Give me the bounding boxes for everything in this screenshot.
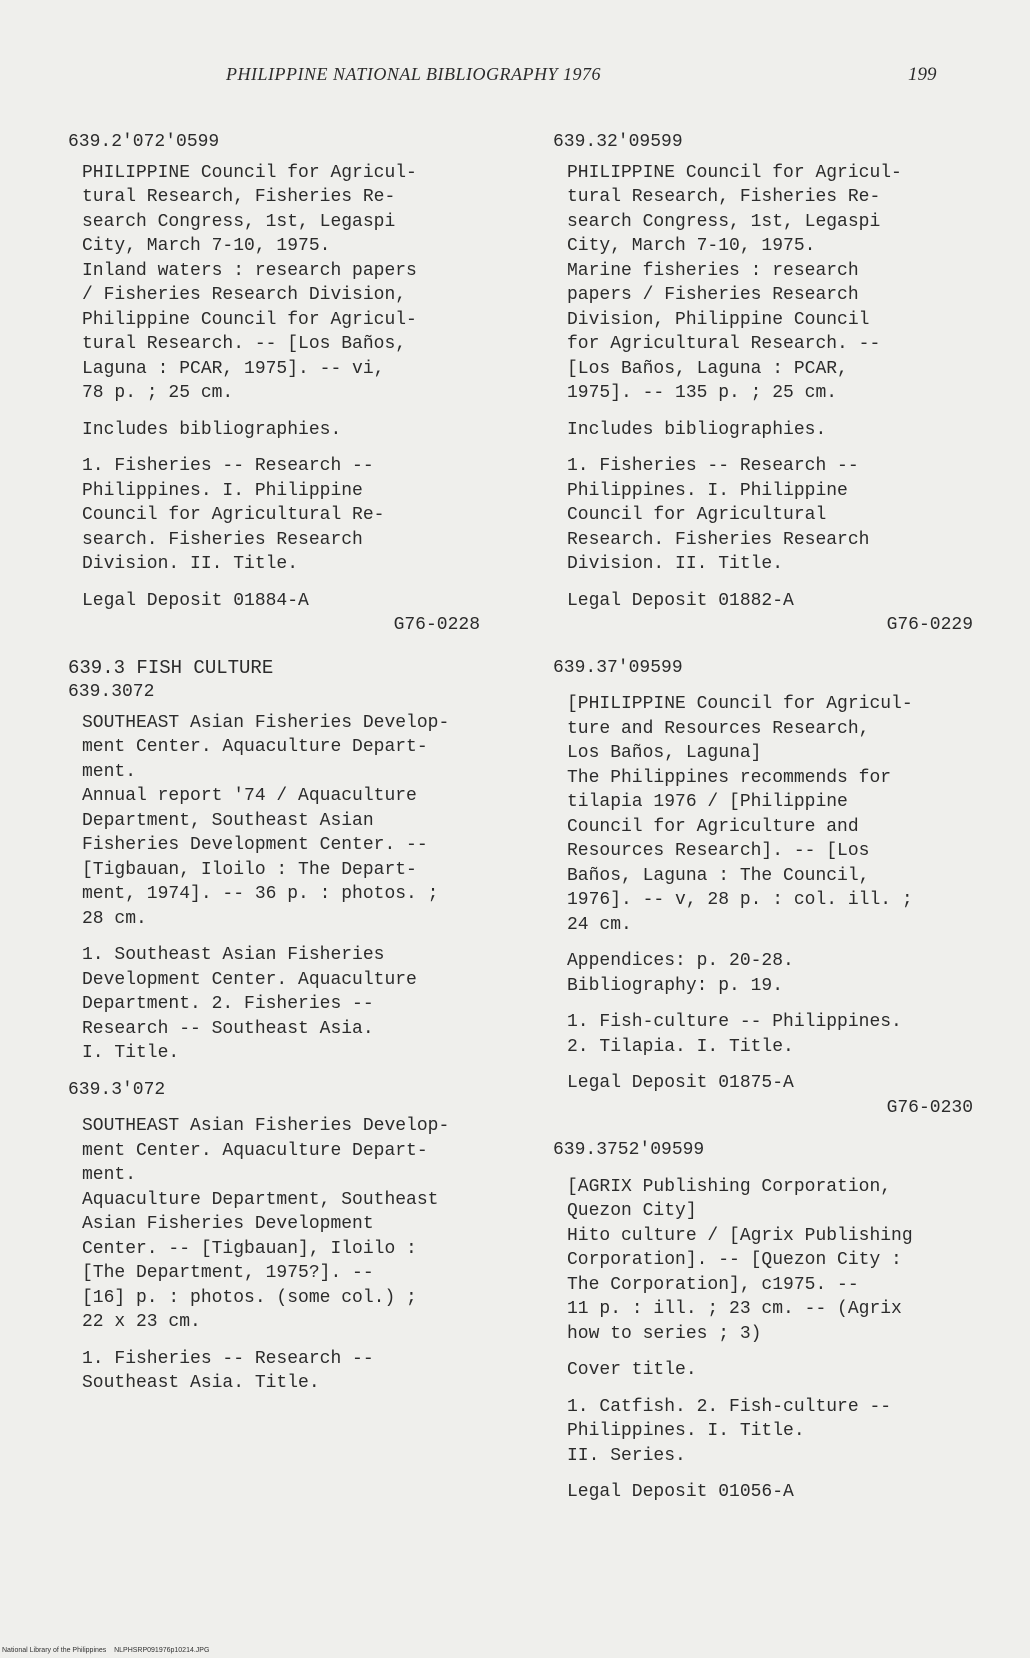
- entry-line: Department, Southeast Asian: [82, 810, 374, 831]
- subject-line: Development Center. Aquaculture: [82, 969, 417, 990]
- entry-note: Appendices: p. 20-28.: [567, 951, 794, 971]
- control-number: G76-0230: [886, 1097, 973, 1118]
- subject-line: Research -- Southeast Asia.: [82, 1018, 374, 1039]
- class-number: 639.3'072: [68, 1079, 166, 1100]
- entry-line: Resources Research]. -- [Los: [567, 841, 870, 861]
- entry-line: Marine fisheries : research: [567, 260, 859, 281]
- entry-639-3072: [68, 680, 488, 1066]
- entry-line: 28 cm.: [82, 908, 147, 929]
- control-number: G76-0229: [886, 615, 973, 635]
- subject-line: Philippines. I. Philippine: [567, 480, 848, 501]
- subject-line: Division. II. Title.: [82, 554, 299, 574]
- entry-line: Quezon City]: [567, 1201, 697, 1221]
- entry-line: 1975]. -- 135 p. ; 25 cm.: [567, 383, 838, 403]
- legal-deposit: Legal Deposit 01056-A: [567, 1482, 794, 1502]
- subject-line: 1. Southeast Asian Fisheries: [82, 945, 385, 965]
- legal-deposit: Legal Deposit 01882-A: [567, 590, 794, 611]
- entry-line: Laguna : PCAR, 1975]. -- vi,: [82, 358, 385, 379]
- entry-line: [The Department, 1975?]. --: [82, 1263, 374, 1283]
- section-heading: 639.3 FISH CULTURE: [68, 656, 274, 679]
- entry-line: [Tigbauan, Iloilo : The Depart-: [82, 859, 417, 880]
- entry-line: SOUTHEAST Asian Fisheries Develop-: [82, 1116, 450, 1136]
- entry-line: Annual report '74 / Aquaculture: [82, 786, 417, 806]
- class-number: 639.37'09599: [553, 657, 683, 678]
- subject-line: 1. Fisheries -- Research --: [82, 456, 374, 476]
- class-number: 639.2'072'0599: [68, 132, 220, 152]
- entry-line: PHILIPPINE Council for Agricul-: [82, 162, 417, 183]
- right-column: [553, 130, 973, 1505]
- subject-line: Research. Fisheries Research: [567, 529, 870, 550]
- entry-line: tural Research, Fisheries Re-: [82, 187, 396, 207]
- entry-line: Asian Fisheries Development: [82, 1214, 374, 1234]
- subject-line: Department. 2. Fisheries --: [82, 994, 374, 1014]
- subject-line: I. Title.: [82, 1043, 180, 1063]
- entry-line: tural Research, Fisheries Re-: [567, 187, 881, 207]
- entry-line: Center. -- [Tigbauan], Iloilo :: [82, 1238, 417, 1259]
- subject-line: Philippines. I. Title.: [567, 1421, 805, 1441]
- entry-line: tilapia 1976 / [Philippine: [567, 792, 848, 812]
- entry-line: [AGRIX Publishing Corporation,: [567, 1176, 892, 1197]
- entry-line: Division, Philippine Council: [567, 309, 870, 330]
- entry-note: Includes bibliographies.: [82, 419, 342, 440]
- footer-file-id: NLPHSRP091976p10214.JPG: [114, 1647, 210, 1654]
- entry-line: [16] p. : photos. (some col.) ;: [82, 1287, 417, 1308]
- entry-line: The Philippines recommends for: [567, 767, 892, 788]
- entry-line: papers / Fisheries Research: [567, 285, 859, 305]
- entry-line: how to series ; 3): [567, 1323, 762, 1344]
- scan-footer: [2, 1647, 209, 1654]
- entry-line: ment Center. Aquaculture Depart-: [82, 1140, 428, 1161]
- entry-line: search Congress, 1st, Legaspi: [82, 211, 396, 232]
- class-number: 639.32'09599: [553, 132, 683, 152]
- entry-line: Philippine Council for Agricul-: [82, 309, 417, 330]
- entry-639-37-09599: [553, 656, 973, 1121]
- entry-639-3752-09599: [553, 1138, 973, 1505]
- class-number: 639.3072: [68, 682, 155, 702]
- class-number: 639.3752'09599: [553, 1140, 705, 1160]
- entry-line: tural Research. -- [Los Baños,: [82, 334, 407, 354]
- legal-deposit: Legal Deposit 01875-A: [567, 1073, 794, 1093]
- subject-line: Philippines. I. Philippine: [82, 480, 363, 501]
- legal-deposit: Legal Deposit 01884-A: [82, 590, 309, 611]
- entry-line: Council for Agriculture and: [567, 816, 859, 837]
- entry-line: 22 x 23 cm.: [82, 1312, 201, 1332]
- entry-line: 1976]. -- v, 28 p. : col. ill. ;: [567, 890, 913, 910]
- entry-line: Fisheries Development Center. --: [82, 835, 428, 855]
- entry-639-3-072: [68, 1078, 488, 1396]
- entry-line: Inland waters : research papers: [82, 260, 417, 281]
- entry-line: / Fisheries Research Division,: [82, 285, 407, 305]
- entry-line: 24 cm.: [567, 914, 632, 935]
- entry-line: ment Center. Aquaculture Depart-: [82, 737, 428, 757]
- entry-line: ment.: [82, 1165, 137, 1185]
- entry-639-32-09599: [553, 130, 973, 638]
- subject-line: 1. Fisheries -- Research --: [82, 1348, 374, 1369]
- subject-line: II. Series.: [567, 1445, 686, 1466]
- entry-line: Aquaculture Department, Southeast: [82, 1189, 439, 1210]
- subject-line: Southeast Asia. Title.: [82, 1373, 320, 1393]
- entry-line: ment.: [82, 761, 137, 782]
- entry-line: Hito culture / [Agrix Publishing: [567, 1225, 913, 1246]
- subject-line: search. Fisheries Research: [82, 529, 363, 550]
- running-title: PHILIPPINE NATIONAL BIBLIOGRAPHY 1976: [226, 64, 601, 84]
- subject-line: 2. Tilapia. I. Title.: [567, 1036, 794, 1057]
- subject-line: 1. Fisheries -- Research --: [567, 456, 859, 476]
- entry-line: Baños, Laguna : The Council,: [567, 865, 870, 886]
- subject-line: Council for Agricultural: [567, 505, 827, 525]
- entry-639-2-072-0599: [68, 130, 488, 638]
- entry-line: [Los Baños, Laguna : PCAR,: [567, 358, 848, 379]
- entry-line: [PHILIPPINE Council for Agricul-: [567, 694, 913, 714]
- subject-line: Division. II. Title.: [567, 554, 784, 574]
- entry-line: Los Baños, Laguna]: [567, 743, 762, 763]
- entry-line: SOUTHEAST Asian Fisheries Develop-: [82, 712, 450, 733]
- subject-line: 1. Catfish. 2. Fish-culture --: [567, 1396, 892, 1417]
- entry-line: ture and Resources Research,: [567, 718, 870, 739]
- entry-line: for Agricultural Research. --: [567, 334, 881, 354]
- entry-line: search Congress, 1st, Legaspi: [567, 211, 881, 232]
- control-number: G76-0228: [393, 615, 480, 635]
- entry-line: 11 p. : ill. ; 23 cm. -- (Agrix: [567, 1299, 902, 1319]
- entry-line: City, March 7-10, 1975.: [82, 236, 331, 256]
- entry-line: ment, 1974]. -- 36 p. : photos. ;: [82, 884, 439, 904]
- left-column: [68, 130, 488, 1396]
- subject-line: Council for Agricultural Re-: [82, 505, 385, 525]
- page-number: 199: [908, 64, 937, 85]
- entry-note: Bibliography: p. 19.: [567, 975, 784, 996]
- entry-line: Corporation]. -- [Quezon City :: [567, 1250, 902, 1270]
- entry-note: Cover title.: [567, 1360, 697, 1380]
- entry-line: 78 p. ; 25 cm.: [82, 383, 234, 403]
- entry-line: The Corporation], c1975. --: [567, 1274, 859, 1295]
- footer-credit: National Library of the Philippines: [2, 1647, 107, 1654]
- entry-note: Includes bibliographies.: [567, 419, 827, 440]
- subject-line: 1. Fish-culture -- Philippines.: [567, 1012, 902, 1032]
- entry-line: PHILIPPINE Council for Agricul-: [567, 162, 902, 183]
- entry-line: City, March 7-10, 1975.: [567, 236, 816, 256]
